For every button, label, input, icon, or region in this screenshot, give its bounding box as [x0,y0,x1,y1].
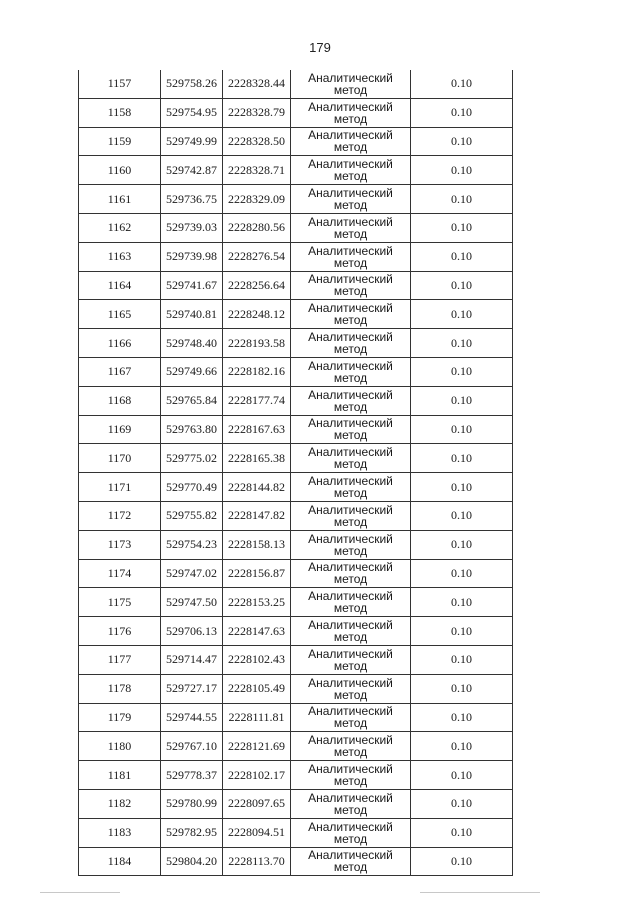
method-text-line2: метод [333,630,368,645]
x-coordinate-cell: 529767.10 [161,732,223,761]
x-coordinate-cell: 529775.02 [161,444,223,473]
method-text-line1: Аналитический [308,589,393,604]
method-text-line2: метод [333,226,368,241]
y-coordinate-cell: 2228097.65 [223,789,291,818]
method-text-line1: Аналитический [308,646,393,661]
method-cell [291,847,411,876]
scan-artifact [420,892,540,893]
method-text-line1: Аналитический [308,301,393,316]
table-row [79,156,513,185]
coordinates-table [78,70,513,876]
y-coordinate-cell: 2228280.56 [223,213,291,242]
point-number-cell: 1165 [79,300,161,329]
y-coordinate-cell: 2228094.51 [223,818,291,847]
method-text-line1: Аналитический [308,675,393,690]
method-text-line2: метод [333,169,368,184]
accuracy-cell: 0.10 [411,127,513,156]
method-cell [291,70,411,98]
y-coordinate-cell: 2228147.82 [223,501,291,530]
table-row [79,789,513,818]
accuracy-cell: 0.10 [411,98,513,127]
table-row [79,501,513,530]
method-text-line2: метод [333,255,368,270]
method-text-line2: метод [333,831,368,846]
method-text-line1: Аналитический [308,416,393,431]
point-number-cell: 1167 [79,357,161,386]
y-coordinate-cell: 2228156.87 [223,559,291,588]
point-number-cell: 1173 [79,530,161,559]
point-number-cell: 1175 [79,588,161,617]
method-cell [291,98,411,127]
method-cell [291,271,411,300]
point-number-cell: 1161 [79,185,161,214]
method-text-line1: Аналитический [308,474,393,489]
y-coordinate-cell: 2228113.70 [223,847,291,876]
table-row [79,70,513,98]
accuracy-cell: 0.10 [411,357,513,386]
accuracy-cell: 0.10 [411,559,513,588]
accuracy-cell: 0.10 [411,444,513,473]
method-cell [291,444,411,473]
x-coordinate-cell: 529763.80 [161,415,223,444]
y-coordinate-cell: 2228144.82 [223,473,291,502]
accuracy-cell: 0.10 [411,271,513,300]
point-number-cell: 1183 [79,818,161,847]
point-number-cell: 1181 [79,761,161,790]
method-cell [291,300,411,329]
method-text-line2: метод [333,198,368,213]
method-text-line1: Аналитический [308,186,393,201]
table-row [79,559,513,588]
accuracy-cell: 0.10 [411,847,513,876]
table-row [79,444,513,473]
x-coordinate-cell: 529744.55 [161,703,223,732]
accuracy-cell: 0.10 [411,501,513,530]
point-number-cell: 1179 [79,703,161,732]
x-coordinate-cell: 529780.99 [161,789,223,818]
point-number-cell: 1162 [79,213,161,242]
method-text-line2: метод [333,284,368,299]
method-cell [291,761,411,790]
method-cell [291,617,411,646]
accuracy-cell: 0.10 [411,732,513,761]
y-coordinate-cell: 2228102.17 [223,761,291,790]
method-text-line2: метод [333,543,368,558]
y-coordinate-cell: 2228121.69 [223,732,291,761]
accuracy-cell: 0.10 [411,789,513,818]
method-text-line2: метод [333,860,368,875]
x-coordinate-cell: 529782.95 [161,818,223,847]
method-text-line1: Аналитический [308,387,393,402]
x-coordinate-cell: 529758.26 [161,70,223,98]
method-text-line2: метод [333,140,368,155]
method-cell [291,559,411,588]
table-row [79,617,513,646]
x-coordinate-cell: 529706.13 [161,617,223,646]
accuracy-cell: 0.10 [411,674,513,703]
method-text-line1: Аналитический [308,243,393,258]
x-coordinate-cell: 529739.03 [161,213,223,242]
y-coordinate-cell: 2228167.63 [223,415,291,444]
y-coordinate-cell: 2228328.71 [223,156,291,185]
accuracy-cell: 0.10 [411,242,513,271]
point-number-cell: 1170 [79,444,161,473]
point-number-cell: 1166 [79,329,161,358]
table-row [79,415,513,444]
accuracy-cell: 0.10 [411,213,513,242]
x-coordinate-cell: 529765.84 [161,386,223,415]
y-coordinate-cell: 2228248.12 [223,300,291,329]
method-text-line1: Аналитический [308,330,393,345]
method-text-line2: метод [333,342,368,357]
method-text-line2: метод [333,658,368,673]
method-cell [291,732,411,761]
method-text-line2: метод [333,716,368,731]
y-coordinate-cell: 2228329.09 [223,185,291,214]
point-number-cell: 1169 [79,415,161,444]
accuracy-cell: 0.10 [411,300,513,329]
table-row [79,127,513,156]
point-number-cell: 1182 [79,789,161,818]
x-coordinate-cell: 529741.67 [161,271,223,300]
coordinates-table-body [79,70,513,876]
method-text-line2: метод [333,428,368,443]
accuracy-cell: 0.10 [411,386,513,415]
method-cell [291,674,411,703]
point-number-cell: 1176 [79,617,161,646]
method-cell [291,213,411,242]
table-row [79,530,513,559]
point-number-cell: 1168 [79,386,161,415]
accuracy-cell: 0.10 [411,703,513,732]
method-text-line1: Аналитический [308,848,393,863]
x-coordinate-cell: 529714.47 [161,645,223,674]
table-row [79,213,513,242]
point-number-cell: 1164 [79,271,161,300]
table-row [79,761,513,790]
method-text-line1: Аналитический [308,157,393,172]
table-row [79,185,513,214]
y-coordinate-cell: 2228276.54 [223,242,291,271]
method-text-line1: Аналитический [308,358,393,373]
accuracy-cell: 0.10 [411,473,513,502]
method-text-line1: Аналитический [308,70,393,85]
point-number-cell: 1160 [79,156,161,185]
table-row [79,588,513,617]
y-coordinate-cell: 2228193.58 [223,329,291,358]
method-cell [291,588,411,617]
method-text-line1: Аналитический [308,560,393,575]
x-coordinate-cell: 529736.75 [161,185,223,214]
method-cell [291,789,411,818]
x-coordinate-cell: 529749.99 [161,127,223,156]
x-coordinate-cell: 529747.50 [161,588,223,617]
x-coordinate-cell: 529804.20 [161,847,223,876]
table-row [79,98,513,127]
point-number-cell: 1177 [79,645,161,674]
table-row [79,645,513,674]
x-coordinate-cell: 529740.81 [161,300,223,329]
x-coordinate-cell: 529749.66 [161,357,223,386]
method-text-line1: Аналитический [308,762,393,777]
method-cell [291,386,411,415]
method-cell [291,242,411,271]
x-coordinate-cell: 529727.17 [161,674,223,703]
accuracy-cell: 0.10 [411,70,513,98]
table-row [79,818,513,847]
point-number-cell: 1158 [79,98,161,127]
accuracy-cell: 0.10 [411,588,513,617]
x-coordinate-cell: 529778.37 [161,761,223,790]
method-text-line2: метод [333,802,368,817]
method-cell [291,473,411,502]
table-row [79,242,513,271]
accuracy-cell: 0.10 [411,185,513,214]
x-coordinate-cell: 529770.49 [161,473,223,502]
method-cell [291,645,411,674]
table-row [79,703,513,732]
method-text-line1: Аналитический [308,531,393,546]
table-row [79,329,513,358]
point-number-cell: 1174 [79,559,161,588]
method-text-line1: Аналитический [308,704,393,719]
method-text-line2: метод [333,745,368,760]
method-text-line2: метод [333,82,368,97]
x-coordinate-cell: 529754.23 [161,530,223,559]
y-coordinate-cell: 2228328.44 [223,70,291,98]
y-coordinate-cell: 2228111.81 [223,703,291,732]
y-coordinate-cell: 2228177.74 [223,386,291,415]
y-coordinate-cell: 2228328.50 [223,127,291,156]
accuracy-cell: 0.10 [411,329,513,358]
accuracy-cell: 0.10 [411,617,513,646]
method-text-line1: Аналитический [308,790,393,805]
method-text-line1: Аналитический [308,819,393,834]
table-row [79,300,513,329]
accuracy-cell: 0.10 [411,415,513,444]
method-text-line2: метод [333,313,368,328]
method-cell [291,530,411,559]
method-text-line2: метод [333,370,368,385]
method-text-line1: Аналитический [308,99,393,114]
method-text-line2: метод [333,399,368,414]
table-row [79,386,513,415]
point-number-cell: 1157 [79,70,161,98]
accuracy-cell: 0.10 [411,645,513,674]
table-row [79,271,513,300]
x-coordinate-cell: 529742.87 [161,156,223,185]
method-text-line1: Аналитический [308,445,393,460]
method-text-line2: метод [333,572,368,587]
y-coordinate-cell: 2228182.16 [223,357,291,386]
point-number-cell: 1163 [79,242,161,271]
method-text-line2: метод [333,486,368,501]
y-coordinate-cell: 2228105.49 [223,674,291,703]
y-coordinate-cell: 2228328.79 [223,98,291,127]
accuracy-cell: 0.10 [411,818,513,847]
point-number-cell: 1159 [79,127,161,156]
method-text-line1: Аналитический [308,272,393,287]
method-text-line1: Аналитический [308,502,393,517]
method-text-line1: Аналитический [308,733,393,748]
method-cell [291,127,411,156]
method-text-line2: метод [333,111,368,126]
point-number-cell: 1180 [79,732,161,761]
point-number-cell: 1184 [79,847,161,876]
accuracy-cell: 0.10 [411,761,513,790]
method-text-line2: метод [333,514,368,529]
method-text-line1: Аналитический [308,128,393,143]
x-coordinate-cell: 529755.82 [161,501,223,530]
point-number-cell: 1171 [79,473,161,502]
table-row [79,732,513,761]
accuracy-cell: 0.10 [411,156,513,185]
method-cell [291,357,411,386]
method-cell [291,156,411,185]
y-coordinate-cell: 2228147.63 [223,617,291,646]
method-cell [291,818,411,847]
method-cell [291,329,411,358]
method-cell [291,415,411,444]
page-number: 179 [309,40,331,55]
table-row [79,357,513,386]
table-row [79,473,513,502]
method-text-line1: Аналитический [308,214,393,229]
method-cell [291,501,411,530]
x-coordinate-cell: 529754.95 [161,98,223,127]
point-number-cell: 1178 [79,674,161,703]
point-number-cell: 1172 [79,501,161,530]
scan-artifact [40,892,120,893]
y-coordinate-cell: 2228165.38 [223,444,291,473]
y-coordinate-cell: 2228256.64 [223,271,291,300]
method-text-line2: метод [333,601,368,616]
method-text-line2: метод [333,457,368,472]
y-coordinate-cell: 2228153.25 [223,588,291,617]
table-row [79,674,513,703]
y-coordinate-cell: 2228158.13 [223,530,291,559]
y-coordinate-cell: 2228102.43 [223,645,291,674]
method-cell [291,185,411,214]
method-cell [291,703,411,732]
method-text-line1: Аналитический [308,618,393,633]
x-coordinate-cell: 529747.02 [161,559,223,588]
x-coordinate-cell: 529739.98 [161,242,223,271]
method-text-line2: метод [333,687,368,702]
method-text-line2: метод [333,774,368,789]
x-coordinate-cell: 529748.40 [161,329,223,358]
accuracy-cell: 0.10 [411,530,513,559]
table-row [79,847,513,876]
